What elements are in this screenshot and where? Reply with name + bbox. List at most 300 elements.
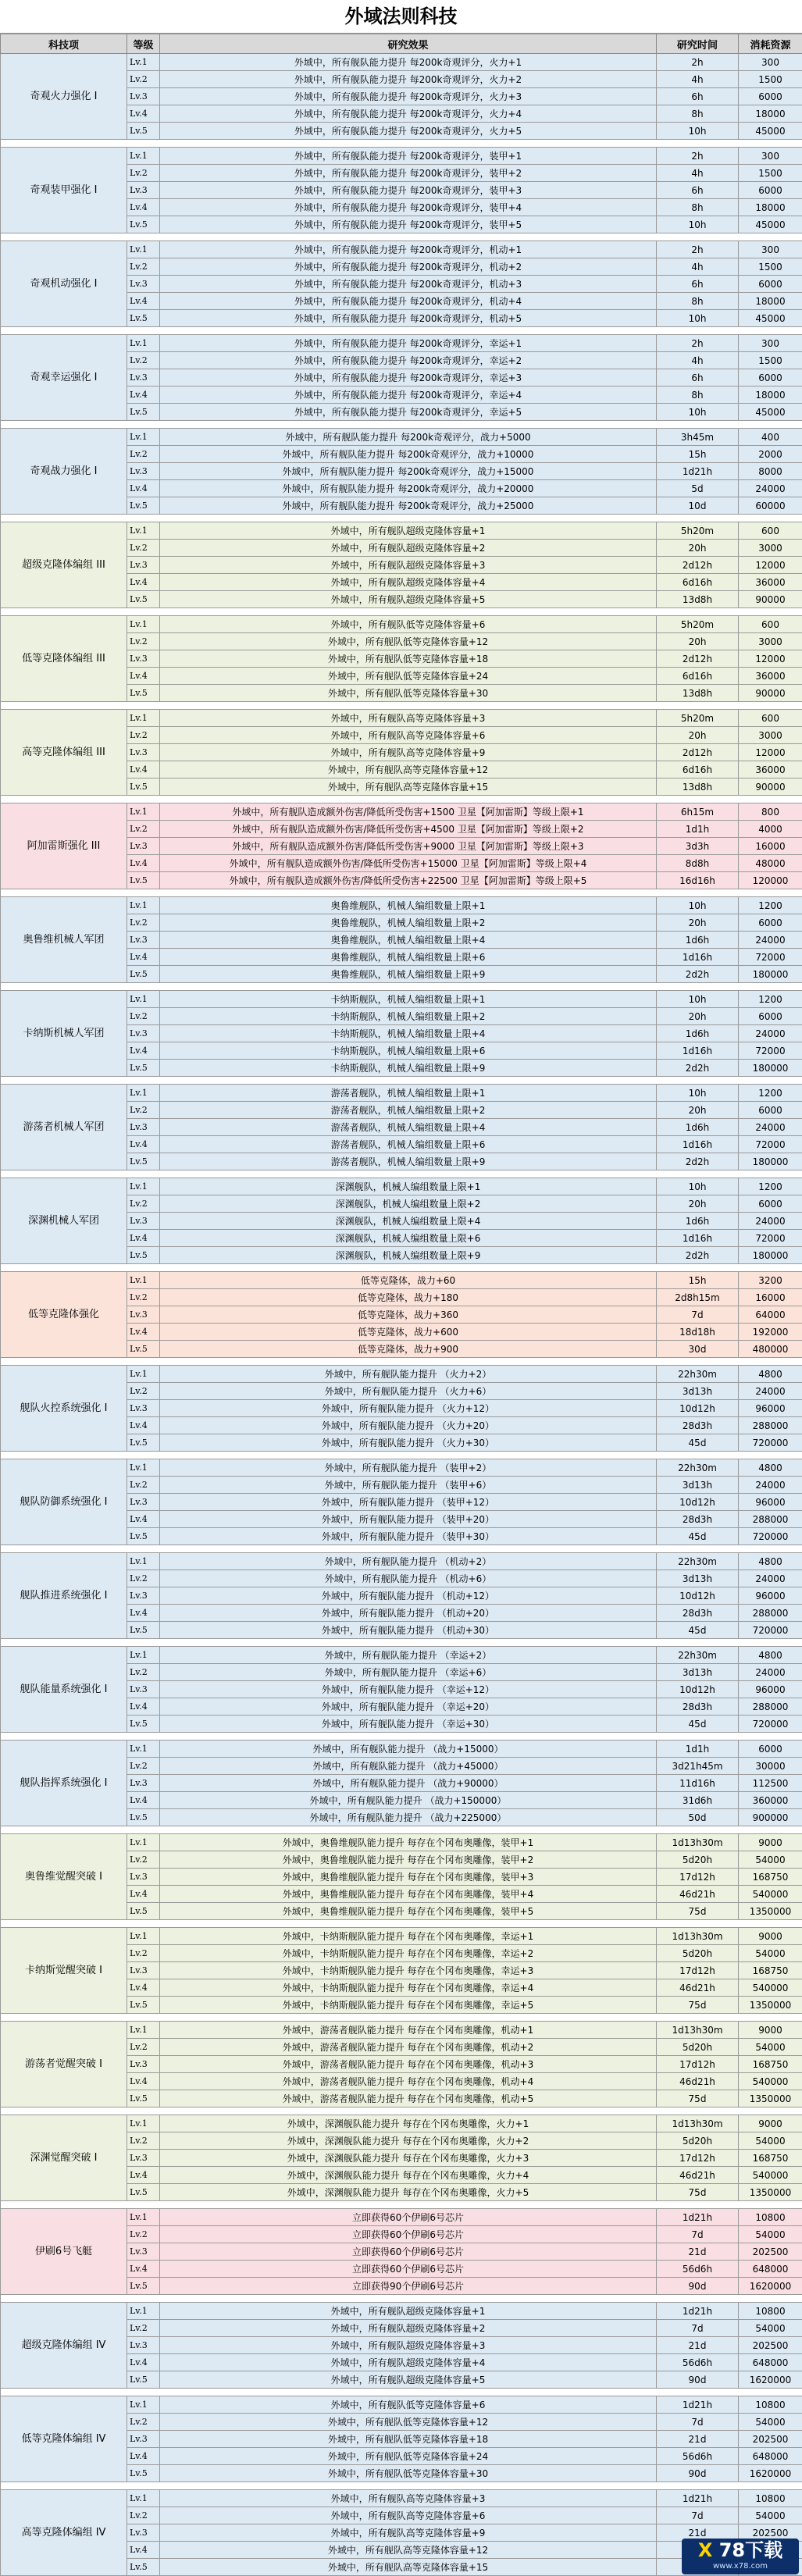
tech-table-body [1,54,802,2576]
time-cell: 31d6h [657,1792,739,1809]
effect-cell: 外域中，所有舰队能力提升 每200k奇观评分，装甲+2 [160,165,657,182]
group-spacer [1,233,802,241]
level-cell: Lv.5 [127,1903,160,1920]
cost-cell: 180000 [739,966,802,983]
table-row [1,335,802,352]
cost-cell: 168750 [739,1962,802,1979]
cost-cell: 4800 [739,1459,802,1477]
group-spacer [1,1358,802,1366]
level-cell: Lv.3 [127,2056,160,2073]
level-cell: Lv.2 [127,446,160,463]
effect-cell: 立即获得60个伊刷6号芯片 [160,2261,657,2278]
level-cell: Lv.2 [127,1945,160,1962]
cost-cell: 9000 [739,1928,802,1945]
level-cell: Lv.5 [127,1060,160,1077]
level-cell: Lv.1 [127,335,160,352]
effect-cell: 外域中，游荡者舰队能力提升 每存在个冈布奥雕像，机动+3 [160,2056,657,2073]
time-cell: 5d20h [657,2132,739,2150]
time-cell: 2d2h [657,966,739,983]
effect-cell: 外域中，所有舰队能力提升 （火力+6） [160,1383,657,1400]
level-cell: Lv.1 [127,2022,160,2039]
cost-cell: 202500 [739,2431,802,2448]
group-spacer [1,983,802,991]
time-cell: 5d [657,480,739,497]
cost-cell: 90000 [739,591,802,608]
cost-cell: 12000 [739,744,802,761]
level-cell: Lv.1 [127,1366,160,1383]
effect-cell: 外域中，所有舰队能力提升 （装甲+12） [160,1494,657,1511]
time-cell: 28d3h [657,1511,739,1528]
level-cell: Lv.5 [127,1716,160,1733]
effect-cell: 外域中，所有舰队能力提升 每200k奇观评分，机动+5 [160,310,657,327]
time-cell: 3d13h [657,1477,739,1494]
level-cell: Lv.1 [127,1178,160,1195]
cost-cell: 720000 [739,1528,802,1545]
time-cell: 13d8h [657,591,739,608]
time-cell: 1d21h [657,2303,739,2320]
time-cell: 90d [657,2371,739,2389]
cost-cell: 18000 [739,387,802,404]
table-row [1,991,802,1008]
spacer-cell [1,1826,802,1834]
header-cost: 消耗资源 [739,34,802,54]
cost-cell: 6000 [739,276,802,293]
time-cell: 7d [657,1306,739,1324]
time-cell: 1d21h [657,463,739,480]
table-row [1,522,802,540]
cost-cell: 72000 [739,1042,802,1060]
level-cell: Lv.5 [127,872,160,889]
effect-cell: 外域中，所有舰队能力提升 每200k奇观评分，战力+25000 [160,497,657,515]
level-cell: Lv.4 [127,480,160,497]
time-cell: 46d21h [657,2073,739,2090]
effect-cell: 外域中，所有舰队能力提升 （战力+45000） [160,1758,657,1775]
table-row [1,54,802,71]
time-cell: 46d21h [657,1979,739,1997]
cost-cell: 1500 [739,258,802,276]
cost-cell: 1200 [739,897,802,914]
effect-cell: 外域中，所有舰队能力提升 每200k奇观评分，火力+4 [160,105,657,123]
cost-cell: 168750 [739,2056,802,2073]
time-cell: 1d21h [657,2209,739,2226]
level-cell: Lv.3 [127,1869,160,1886]
time-cell: 17d12h [657,1962,739,1979]
effect-cell: 外域中，游荡者舰队能力提升 每存在个冈布奥雕像，机动+2 [160,2039,657,2056]
effect-cell: 外域中，所有舰队能力提升 每200k奇观评分，火力+3 [160,88,657,105]
tech-name: 卡纳斯机械人军团 [1,991,127,1077]
time-cell: 1d13h30m [657,2022,739,2039]
group-spacer [1,1170,802,1178]
effect-cell: 外域中，所有舰队能力提升 （装甲+6） [160,1477,657,1494]
time-cell: 2h [657,148,739,165]
level-cell: Lv.4 [127,668,160,685]
cost-cell: 90000 [739,685,802,702]
group-spacer [1,608,802,616]
cost-cell: 45000 [739,216,802,233]
level-cell: Lv.3 [127,1775,160,1792]
time-cell: 11d16h [657,1775,739,1792]
table-row [1,241,802,258]
level-cell: Lv.2 [127,2226,160,2243]
time-cell: 1d16h [657,1136,739,1153]
time-cell: 75d [657,1997,739,2014]
time-cell: 10h [657,991,739,1008]
time-cell: 8h [657,105,739,123]
level-cell: Lv.4 [127,1324,160,1341]
effect-cell: 外域中，所有舰队高等克隆体容量+9 [160,2524,657,2542]
table-row [1,1272,802,1289]
level-cell: Lv.3 [127,1025,160,1042]
cost-cell: 1620000 [739,2371,802,2389]
time-cell: 75d [657,2184,739,2201]
effect-cell: 外域中，所有舰队高等克隆体容量+15 [160,2559,657,2576]
cost-cell: 540000 [739,2167,802,2184]
level-cell: Lv.1 [127,1272,160,1289]
level-cell: Lv.4 [127,1698,160,1716]
cost-cell: 10800 [739,2209,802,2226]
spacer-cell [1,2389,802,2396]
level-cell: Lv.3 [127,276,160,293]
cost-cell: 24000 [739,932,802,949]
level-cell: Lv.3 [127,1119,160,1136]
level-cell: Lv.2 [127,1008,160,1025]
effect-cell: 外域中，所有舰队高等克隆体容量+12 [160,2542,657,2559]
tech-name: 奥鲁维觉醒突破 I [1,1834,127,1920]
level-cell: Lv.4 [127,2073,160,2090]
level-cell: Lv.3 [127,369,160,387]
time-cell: 21d [657,2431,739,2448]
tech-name: 游荡者觉醒突破 I [1,2022,127,2107]
cost-cell: 12000 [739,650,802,668]
group-spacer [1,327,802,335]
effect-cell: 外域中，所有舰队高等克隆体容量+9 [160,744,657,761]
level-cell: Lv.1 [127,991,160,1008]
effect-cell: 外域中，所有舰队能力提升 （幸运+30） [160,1716,657,1733]
group-spacer [1,2389,802,2396]
level-cell: Lv.2 [127,1383,160,1400]
effect-cell: 外域中，所有舰队能力提升 每200k奇观评分，装甲+5 [160,216,657,233]
time-cell: 17d12h [657,2056,739,2073]
cost-cell: 18000 [739,199,802,216]
table-row [1,2396,802,2414]
group-spacer [1,421,802,429]
time-cell: 8d8h [657,855,739,872]
cost-cell: 1200 [739,1085,802,1102]
cost-cell: 4800 [739,1647,802,1664]
time-cell: 30d [657,1341,739,1358]
time-cell: 28d3h [657,1698,739,1716]
time-cell: 1d6h [657,1119,739,1136]
level-cell: Lv.1 [127,148,160,165]
cost-cell: 4000 [739,821,802,838]
time-cell: 20h [657,540,739,557]
level-cell: Lv.4 [127,855,160,872]
level-cell: Lv.5 [127,1341,160,1358]
cost-cell: 4800 [739,1366,802,1383]
cost-cell: 9000 [739,2022,802,2039]
time-cell: 2d8h15m [657,1289,739,1306]
time-cell: 6h [657,182,739,199]
cost-cell: 648000 [739,2448,802,2465]
time-cell: 10d12h [657,1400,739,1417]
effect-cell: 深渊舰队，机械人编组数量上限+4 [160,1213,657,1230]
time-cell: 20h [657,1008,739,1025]
effect-cell: 立即获得60个伊刷6号芯片 [160,2226,657,2243]
time-cell: 1d13h30m [657,1834,739,1851]
effect-cell: 奥鲁维舰队，机械人编组数量上限+1 [160,897,657,914]
cost-cell: 360000 [739,1792,802,1809]
level-cell: Lv.4 [127,2354,160,2371]
effect-cell: 外域中，所有舰队能力提升 每200k奇观评分，幸运+1 [160,335,657,352]
effect-cell: 外域中，所有舰队低等克隆体容量+24 [160,2448,657,2465]
table-row [1,897,802,914]
time-cell: 7d [657,2507,739,2524]
time-cell: 10h [657,1085,739,1102]
effect-cell: 外域中，所有舰队能力提升 每200k奇观评分，幸运+3 [160,369,657,387]
time-cell: 2d12h [657,557,739,574]
spacer-cell [1,1170,802,1178]
effect-cell: 深渊舰队，机械人编组数量上限+1 [160,1178,657,1195]
spacer-cell [1,796,802,803]
level-cell: Lv.1 [127,2303,160,2320]
effect-cell: 外域中，奥鲁维舰队能力提升 每存在个冈布奥雕像，装甲+5 [160,1903,657,1920]
group-spacer [1,2295,802,2303]
level-cell: Lv.1 [127,241,160,258]
cost-cell: 54000 [739,1945,802,1962]
effect-cell: 奥鲁维舰队，机械人编组数量上限+4 [160,932,657,949]
cost-cell: 648000 [739,2354,802,2371]
effect-cell: 外域中，所有舰队能力提升 每200k奇观评分，战力+5000 [160,429,657,446]
effect-cell: 外域中，深渊舰队能力提升 每存在个冈布奥雕像，火力+1 [160,2115,657,2132]
site-watermark [682,2539,799,2574]
cost-cell: 48000 [739,855,802,872]
time-cell: 3d3h [657,838,739,855]
cost-cell: 3000 [739,540,802,557]
effect-cell: 外域中，所有舰队高等克隆体容量+6 [160,2507,657,2524]
time-cell: 7d [657,2414,739,2431]
effect-cell: 外域中，所有舰队高等克隆体容量+3 [160,2490,657,2507]
level-cell: Lv.2 [127,540,160,557]
group-spacer [1,2014,802,2022]
cost-cell: 202500 [739,2243,802,2261]
group-spacer [1,1264,802,1272]
cost-cell: 36000 [739,668,802,685]
cost-cell: 36000 [739,574,802,591]
time-cell: 16d16h [657,872,739,889]
cost-cell: 6000 [739,1008,802,1025]
cost-cell: 24000 [739,1664,802,1681]
level-cell: Lv.4 [127,574,160,591]
time-cell: 28d3h [657,1605,739,1622]
effect-cell: 外域中，所有舰队造成额外伤害/降低所受伤害+22500 卫星【阿加雷斯】等级上限+5 [160,872,657,889]
cost-cell: 600 [739,522,802,540]
effect-cell: 外域中，所有舰队低等克隆体容量+12 [160,2414,657,2431]
spacer-cell [1,1358,802,1366]
table-row [1,1178,802,1195]
level-cell: Lv.3 [127,2431,160,2448]
time-cell: 22h30m [657,1459,739,1477]
level-cell: Lv.5 [127,1997,160,2014]
cost-cell: 4800 [739,1553,802,1570]
level-cell: Lv.2 [127,1195,160,1213]
group-spacer [1,796,802,803]
cost-cell: 112500 [739,1775,802,1792]
effect-cell: 外域中，所有舰队高等克隆体容量+12 [160,761,657,779]
tech-name: 游荡者机械人军团 [1,1085,127,1170]
level-cell: Lv.2 [127,1102,160,1119]
cost-cell: 202500 [739,2337,802,2354]
cost-cell: 6000 [739,1740,802,1758]
tech-table [0,34,802,2576]
group-spacer [1,1639,802,1647]
effect-cell: 外域中，游荡者舰队能力提升 每存在个冈布奥雕像，机动+4 [160,2073,657,2090]
group-spacer [1,1452,802,1459]
cost-cell: 6000 [739,88,802,105]
effect-cell: 立即获得60个伊刷6号芯片 [160,2209,657,2226]
cost-cell: 288000 [739,1417,802,1434]
cost-cell: 600 [739,710,802,727]
cost-cell: 24000 [739,480,802,497]
level-cell: Lv.1 [127,1553,160,1570]
tech-name: 超级克隆体编组 III [1,522,127,608]
cost-cell: 54000 [739,2320,802,2337]
effect-cell: 外域中，卡纳斯舰队能力提升 每存在个冈布奥雕像，幸运+3 [160,1962,657,1979]
tech-name: 低等克隆体编组 IV [1,2396,127,2482]
cost-cell: 54000 [739,2039,802,2056]
time-cell: 7d [657,2320,739,2337]
cost-cell: 6000 [739,369,802,387]
time-cell: 2d12h [657,744,739,761]
time-cell: 13d8h [657,779,739,796]
time-cell: 10d12h [657,1587,739,1605]
level-cell: Lv.3 [127,932,160,949]
time-cell: 2d2h [657,1060,739,1077]
cost-cell: 24000 [739,1213,802,1230]
cost-cell: 54000 [739,1851,802,1869]
level-cell: Lv.3 [127,1306,160,1324]
level-cell: Lv.1 [127,710,160,727]
cost-cell: 16000 [739,838,802,855]
level-cell: Lv.4 [127,1886,160,1903]
level-cell: Lv.1 [127,54,160,71]
time-cell: 46d21h [657,2167,739,2184]
tech-name: 高等克隆体编组 IV [1,2490,127,2576]
effect-cell: 外域中，所有舰队超级克隆体容量+1 [160,2303,657,2320]
effect-cell: 外域中，所有舰队能力提升 （幸运+2） [160,1647,657,1664]
header-time: 研究时间 [657,34,739,54]
level-cell: Lv.3 [127,463,160,480]
spacer-cell [1,608,802,616]
effect-cell: 外域中，所有舰队高等克隆体容量+6 [160,727,657,744]
level-cell: Lv.3 [127,2337,160,2354]
group-spacer [1,515,802,522]
table-row [1,1366,802,1383]
effect-cell: 低等克隆体，战力+180 [160,1289,657,1306]
cost-cell: 480000 [739,1341,802,1358]
effect-cell: 外域中，深渊舰队能力提升 每存在个冈布奥雕像，火力+3 [160,2150,657,2167]
table-row [1,2303,802,2320]
effect-cell: 外域中，所有舰队高等克隆体容量+15 [160,779,657,796]
time-cell: 4h [657,165,739,182]
effect-cell: 外域中，所有舰队能力提升 （战力+90000） [160,1775,657,1792]
level-cell: Lv.3 [127,1587,160,1605]
effect-cell: 奥鲁维舰队，机械人编组数量上限+9 [160,966,657,983]
level-cell: Lv.1 [127,429,160,446]
effect-cell: 外域中，奥鲁维舰队能力提升 每存在个冈布奥雕像，装甲+1 [160,1834,657,1851]
spacer-cell [1,140,802,148]
time-cell: 2h [657,335,739,352]
effect-cell: 外域中，所有舰队高等克隆体容量+3 [160,710,657,727]
header-tech: 科技项 [1,34,127,54]
level-cell: Lv.1 [127,897,160,914]
time-cell: 3d13h [657,1570,739,1587]
time-cell: 1d21h [657,2490,739,2507]
table-row [1,1459,802,1477]
spacer-cell [1,421,802,429]
level-cell: Lv.2 [127,352,160,369]
tech-name: 奇观战力强化 I [1,429,127,515]
tech-name: 奇观火力强化 I [1,54,127,140]
effect-cell: 卡纳斯舰队，机械人编组数量上限+6 [160,1042,657,1060]
level-cell: Lv.4 [127,949,160,966]
level-cell: Lv.5 [127,1434,160,1452]
effect-cell: 卡纳斯舰队，机械人编组数量上限+9 [160,1060,657,1077]
spacer-cell [1,1639,802,1647]
table-row [1,1085,802,1102]
effect-cell: 外域中，卡纳斯舰队能力提升 每存在个冈布奥雕像，幸运+4 [160,1979,657,1997]
time-cell: 1d6h [657,1213,739,1230]
header-level: 等级 [127,34,160,54]
cost-cell: 6000 [739,1102,802,1119]
group-spacer [1,1733,802,1740]
level-cell: Lv.4 [127,1792,160,1809]
cost-cell: 720000 [739,1716,802,1733]
level-cell: Lv.3 [127,1962,160,1979]
spacer-cell [1,1452,802,1459]
level-cell: Lv.4 [127,761,160,779]
table-row [1,616,802,633]
effect-cell: 外域中，深渊舰队能力提升 每存在个冈布奥雕像，火力+5 [160,2184,657,2201]
cost-cell: 30000 [739,1758,802,1775]
time-cell: 20h [657,914,739,932]
effect-cell: 外域中，所有舰队能力提升 每200k奇观评分，战力+20000 [160,480,657,497]
time-cell: 10h [657,310,739,327]
level-cell: Lv.1 [127,1834,160,1851]
spacer-cell [1,1264,802,1272]
group-spacer [1,702,802,710]
effect-cell: 外域中，所有舰队超级克隆体容量+2 [160,540,657,557]
spacer-cell [1,515,802,522]
cost-cell: 54000 [739,2507,802,2524]
time-cell: 6h [657,369,739,387]
cost-cell: 45000 [739,123,802,140]
tech-name: 高等克隆体编组 III [1,710,127,796]
level-cell: Lv.3 [127,744,160,761]
time-cell: 1d1h [657,1740,739,1758]
spacer-cell [1,2201,802,2209]
effect-cell: 外域中，所有舰队超级克隆体容量+5 [160,2371,657,2389]
time-cell: 8h [657,199,739,216]
spacer-cell [1,983,802,991]
table-row [1,803,802,821]
time-cell: 1d21h [657,2396,739,2414]
time-cell: 2d12h [657,650,739,668]
cost-cell: 54000 [739,2414,802,2431]
time-cell: 1d6h [657,932,739,949]
effect-cell: 外域中，所有舰队能力提升 （装甲+30） [160,1528,657,1545]
spacer-cell [1,327,802,335]
table-row [1,429,802,446]
